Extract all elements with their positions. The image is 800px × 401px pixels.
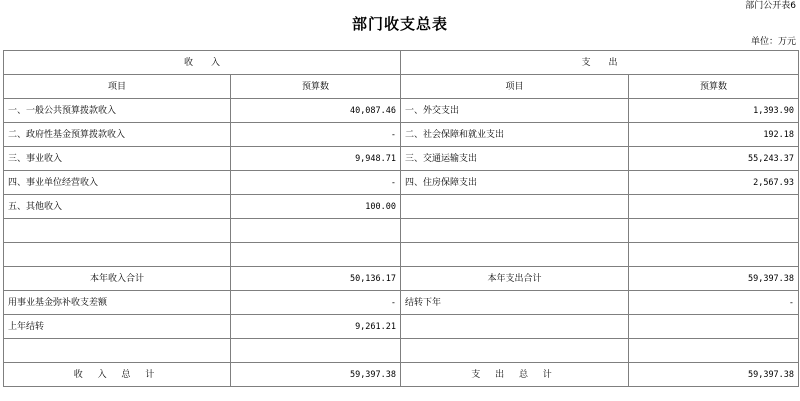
expense-value	[629, 219, 799, 243]
unit-label: 单位：万元	[750, 37, 796, 47]
expense-value	[629, 243, 799, 267]
table-row	[4, 243, 799, 267]
income-value: -	[231, 171, 401, 195]
expense-item: 三、交通运输支出	[401, 147, 629, 171]
table-row	[4, 147, 799, 171]
year-expense-total-label: 本年支出合计	[401, 267, 629, 291]
year-total-row	[4, 267, 799, 291]
expense-budget-header: 预算数	[629, 75, 799, 99]
expense-grand-total-label: 支 出 总 计	[401, 363, 629, 387]
year-expense-total-value: 59,397.38	[629, 267, 799, 291]
expense-item: 一、外交支出	[401, 99, 629, 123]
grand-total-row	[4, 363, 799, 387]
form-number: 部门公开表6	[745, 1, 796, 11]
table-row	[4, 171, 799, 195]
expense-value: 192.18	[629, 123, 799, 147]
empty-cell	[4, 339, 231, 363]
income-item: 三、事业收入	[4, 147, 231, 171]
section-header-row	[4, 51, 799, 75]
expense-item: 四、住房保障支出	[401, 171, 629, 195]
expense-item: 二、社会保障和就业支出	[401, 123, 629, 147]
expense-item	[401, 195, 629, 219]
empty-cell	[401, 339, 629, 363]
expense-item	[401, 243, 629, 267]
income-value: 9,948.71	[231, 147, 401, 171]
last-year-label: 上年结转	[4, 315, 231, 339]
income-item: 五、其他收入	[4, 195, 231, 219]
year-income-total-label: 本年收入合计	[4, 267, 231, 291]
budget-summary-table	[3, 50, 799, 387]
table-row	[4, 99, 799, 123]
expense-value: 55,243.37	[629, 147, 799, 171]
income-item	[4, 243, 231, 267]
last-year-value: 9,261.21	[231, 315, 401, 339]
empty-cell	[231, 339, 401, 363]
carry-forward-value: -	[629, 291, 799, 315]
fund-value: -	[231, 291, 401, 315]
expense-item	[401, 219, 629, 243]
expense-value	[629, 195, 799, 219]
income-value: 100.00	[231, 195, 401, 219]
year-income-total-value: 50,136.17	[231, 267, 401, 291]
expense-value: 1,393.90	[629, 99, 799, 123]
column-header-row	[4, 75, 799, 99]
income-value	[231, 219, 401, 243]
table-row	[4, 339, 799, 363]
empty-cell	[629, 315, 799, 339]
income-item-header: 项目	[4, 75, 231, 99]
empty-cell	[401, 315, 629, 339]
table-row	[4, 219, 799, 243]
carry-forward-label: 结转下年	[401, 291, 629, 315]
income-budget-header: 预算数	[231, 75, 401, 99]
expense-grand-total-value: 59,397.38	[629, 363, 799, 387]
income-item	[4, 219, 231, 243]
table-row	[4, 291, 799, 315]
income-item: 四、事业单位经营收入	[4, 171, 231, 195]
income-value: -	[231, 123, 401, 147]
fund-label: 用事业基金弥补收支差额	[4, 291, 231, 315]
table-row	[4, 315, 799, 339]
income-item: 一、一般公共预算拨款收入	[4, 99, 231, 123]
expense-value: 2,567.93	[629, 171, 799, 195]
income-grand-total-value: 59,397.38	[231, 363, 401, 387]
income-value	[231, 243, 401, 267]
income-item: 二、政府性基金预算拨款收入	[4, 123, 231, 147]
income-section-header: 收 入	[4, 51, 401, 75]
income-grand-total-label: 收 入 总 计	[4, 363, 231, 387]
empty-cell	[629, 339, 799, 363]
table-row	[4, 123, 799, 147]
income-value: 40,087.46	[231, 99, 401, 123]
table-row	[4, 195, 799, 219]
expense-item-header: 项目	[401, 75, 629, 99]
expense-section-header: 支 出	[401, 51, 799, 75]
page-title: 部门收支总表	[351, 15, 448, 33]
